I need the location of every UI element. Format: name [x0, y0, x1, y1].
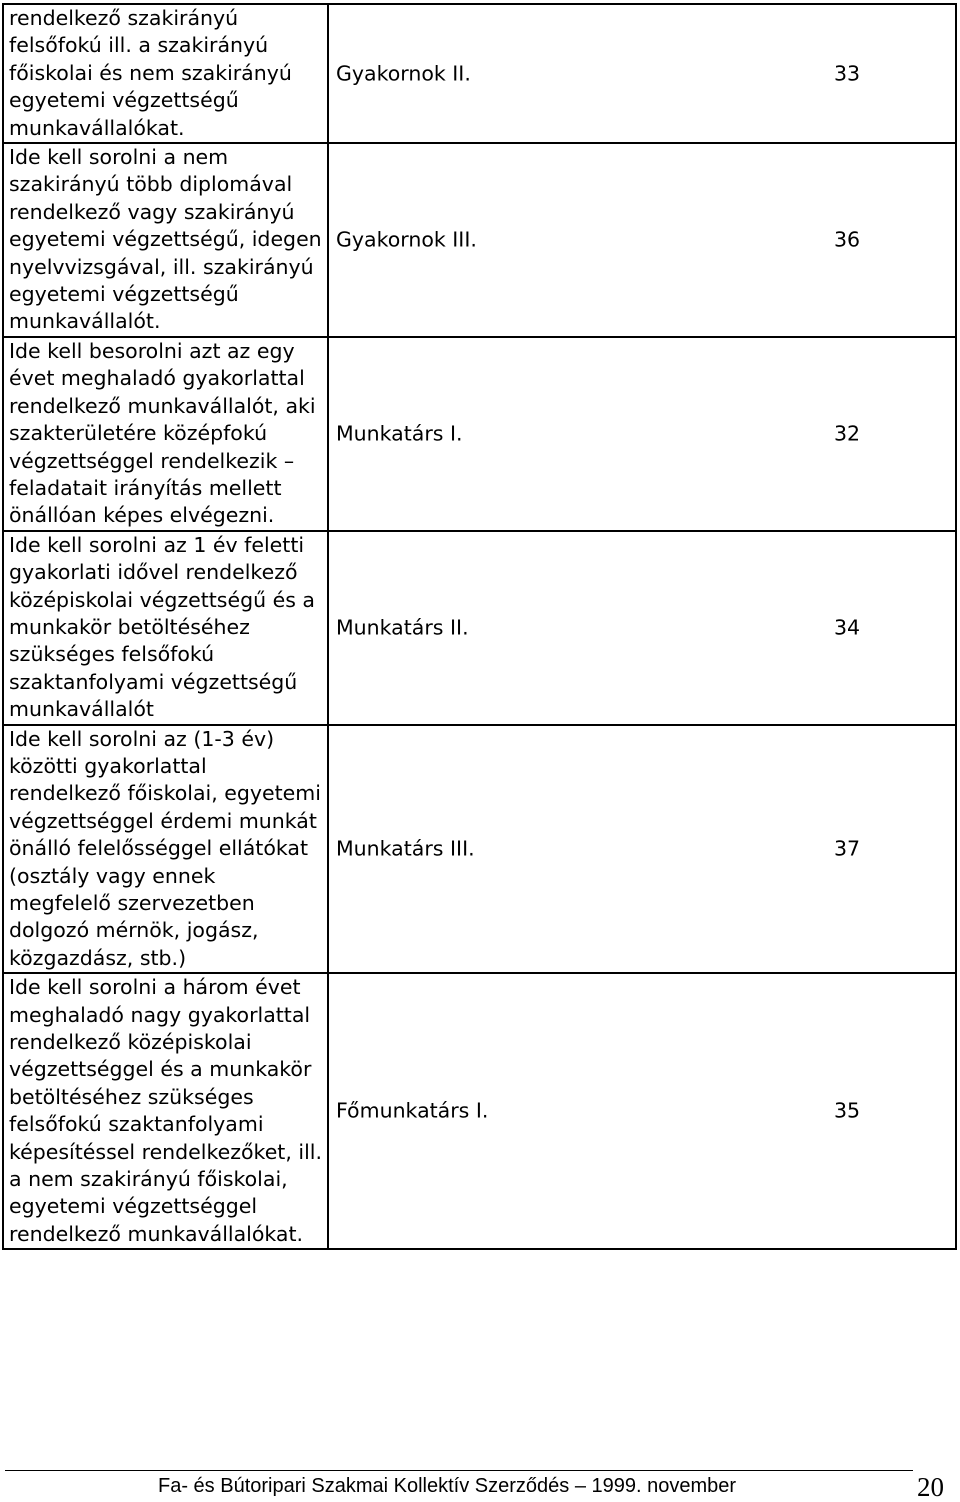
grade-code: 32	[834, 421, 861, 446]
description-cell	[3, 973, 328, 1249]
grade-code: 35	[834, 1098, 861, 1123]
grade-cell	[328, 725, 956, 974]
table-row	[3, 973, 956, 1249]
description-cell	[3, 337, 328, 531]
table-row	[3, 143, 956, 337]
grade-code: 37	[834, 836, 861, 861]
description-text: Ide kell sorolni az (1-3 év) közötti gyakorlattal rendelkező főiskolai, egyetemi végzettséggel érdemi munkát önálló felelősséggel ellátókat (osztály vagy ennek megfelelő szervezetben dolgozó mérnök, jogász, közgazdász, stb.)	[9, 726, 321, 970]
grade-cell	[328, 973, 956, 1249]
footer-title: Fa- és Bútoripari Szakmai Kollektív Szerződés – 1999. november	[158, 1475, 737, 1497]
description-cell	[3, 531, 328, 725]
footer-divider	[5, 1470, 913, 1471]
table-row	[3, 4, 956, 143]
grade-name: Gyakornok II.	[336, 60, 471, 85]
grade-code: 33	[834, 60, 861, 85]
table-row	[3, 725, 956, 974]
description-text: Ide kell sorolni az 1 év feletti gyakorlati idővel rendelkező középiskolai végzettségű és a munkakör betöltéséhez szükséges felsőfokú szaktanfolyami végzettségű munkavállalót	[9, 532, 315, 722]
grade-name: Munkatárs II.	[336, 614, 469, 639]
description-cell	[3, 725, 328, 974]
grade-table	[2, 3, 957, 1250]
page-number: 20	[917, 1472, 944, 1502]
description-text: Ide kell besorolni azt az egy évet meghaladó gyakorlattal rendelkező munkavállalót, aki szakterületére középfokú végzettséggel rendelkezik – feladatait irányítás mellett önállóan képes elvégezni.	[9, 338, 316, 528]
grade-cell	[328, 531, 956, 725]
description-text: Ide kell sorolni a három évet meghaladó nagy gyakorlattal rendelkező középiskolai végzettséggel és a munkakör betöltéséhez szükséges felsőfokú szaktanfolyami képesítéssel rendelkezőket, ill. a nem szakirányú főiskolai, egyetemi végzettséggel rendelkező munkavállalókat.	[9, 975, 322, 1246]
description-text: rendelkező szakirányú felsőfokú ill. a szakirányú főiskolai és nem szakirányú egyetemi végzettségű munkavállalókat.	[9, 6, 292, 140]
grade-name: Gyakornok III.	[336, 227, 477, 252]
grade-code: 34	[834, 614, 861, 639]
grade-name: Főmunkatárs I.	[336, 1098, 489, 1123]
grade-code: 36	[834, 227, 861, 252]
grade-name: Munkatárs III.	[336, 836, 475, 861]
description-text: Ide kell sorolni a nem szakirányú több diplomával rendelkező vagy szakirányú egyetemi végzettségű, idegen nyelvvizsgával, ill. szakirányú egyetemi végzettségű munkavállalót.	[9, 145, 322, 334]
grade-name: Munkatárs I.	[336, 421, 463, 446]
grade-cell	[328, 4, 956, 143]
description-cell	[3, 143, 328, 337]
description-cell	[3, 4, 328, 143]
table-row	[3, 337, 956, 531]
grade-cell	[328, 143, 956, 337]
table-row	[3, 531, 956, 725]
grade-cell	[328, 337, 956, 531]
